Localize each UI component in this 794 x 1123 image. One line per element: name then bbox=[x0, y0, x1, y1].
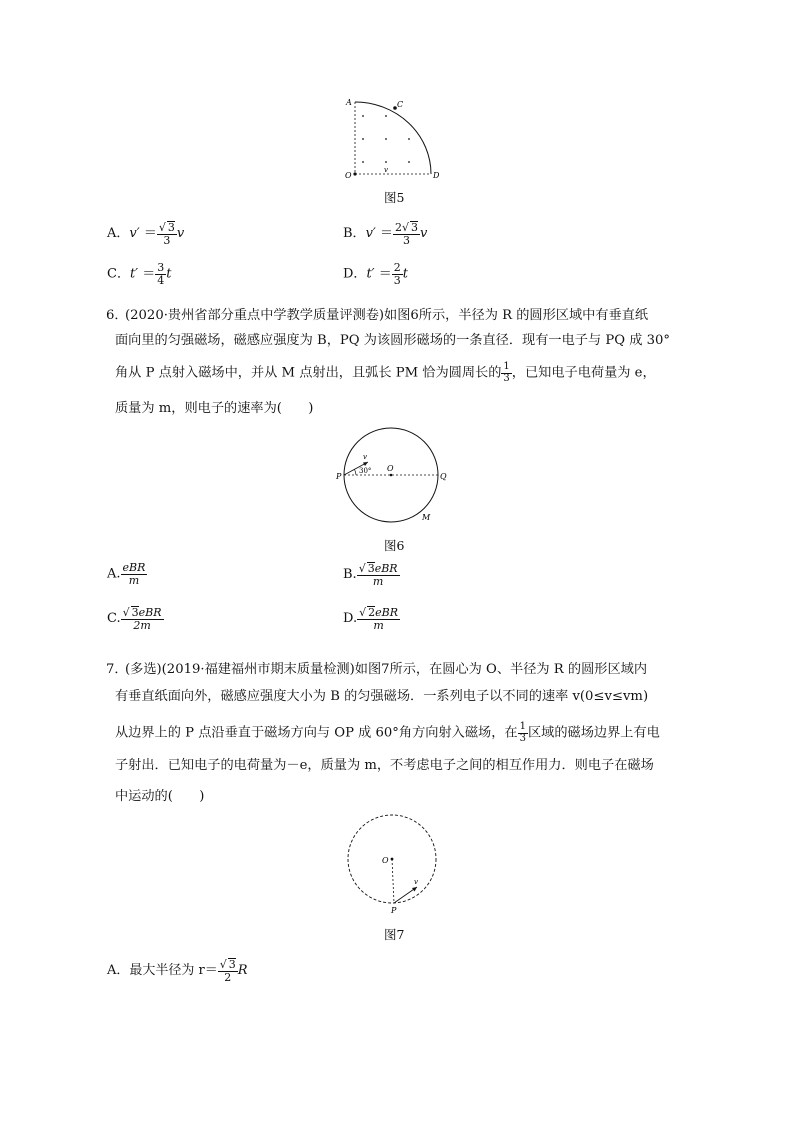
q6-option-a[interactable]: A. $\frac{\text{eBR}}{m}$ bbox=[107, 561, 146, 587]
fig5-field-dots bbox=[362, 115, 410, 163]
q6-option-d[interactable]: D. $\frac{\text{√ 2eBR}}{m}$ bbox=[343, 606, 398, 632]
fig5-label-v: v bbox=[384, 166, 388, 174]
q5-option-a[interactable]: A．v′ ＝ $\frac{√ 3}{3}$ v bbox=[107, 221, 185, 247]
fig5-label-d: D bbox=[433, 171, 440, 180]
q6-line-1: (2020·贵州省部分重点中学教学质量评测卷)如图6所示，半径为 R 的圆形区域中有垂直纸 bbox=[125, 308, 649, 323]
q7-line-1: (多选)(2019·福建福州市期末质量检测)如图7所示，在圆心为 O、半径为 R 的圆形区域内 bbox=[125, 662, 648, 677]
fig7-label-o: O bbox=[382, 856, 389, 865]
q5-option-d[interactable]: D．t′ ＝ $\frac{2}{3}$ t bbox=[343, 261, 409, 287]
q6-line-2: 面向里的匀强磁场，磁感应强度为 B，PQ 为该圆形磁场的一条直径．现有一电子与 PQ 成 30° bbox=[115, 333, 670, 348]
q7-line-4: 子射出．已知电子的电荷量为－e，质量为 m，不考虑电子之间的相互作用力．则电子在磁场 bbox=[115, 758, 654, 773]
q7-line-2: 有垂直纸面向外，磁感应强度大小为 B 的匀强磁场．一系列电子以不同的速率 v(0≤v≤vm) bbox=[115, 689, 649, 704]
q6-line-4: 质量为 m，则电子的速率为( ) bbox=[115, 401, 314, 416]
fig7-label-p: P bbox=[391, 906, 397, 915]
fig6-label-p: P bbox=[336, 472, 342, 481]
q7-number: 7． bbox=[106, 662, 128, 677]
fig5-label-o: O bbox=[345, 171, 352, 180]
fig7-label-v: v bbox=[414, 878, 418, 886]
q5-option-b[interactable]: B．v′ ＝ $\frac{2√ 3}{3}$ v bbox=[343, 221, 428, 247]
q5-option-c[interactable]: C．t′ ＝ $\frac{3}{4}$ t bbox=[107, 261, 172, 287]
fig7-op-dashed bbox=[392, 859, 394, 903]
fig5-point-o bbox=[353, 172, 356, 175]
figure-5 bbox=[340, 92, 450, 184]
fig5-label-a: A bbox=[346, 98, 352, 107]
fig5-arc bbox=[355, 102, 431, 174]
fig7-caption: 图7 bbox=[384, 927, 405, 942]
fig6-label-v: v bbox=[363, 453, 367, 461]
fig6-label-angle: 30° bbox=[359, 467, 372, 475]
q7-line-5: 中运动的( ) bbox=[115, 789, 205, 804]
q6-line-3: 角从 P 点射入磁场中，并从 M 点射出，且弧长 PM 恰为圆周长的 $\frac{1}{3}$ ，已知电子电荷量为 e， bbox=[115, 361, 656, 384]
q6-option-b[interactable]: B. $\frac{\text{√ 3eBR}}{m}$ bbox=[343, 562, 398, 588]
fig6-label-o: O bbox=[387, 464, 394, 473]
fig5-caption: 图5 bbox=[384, 190, 405, 205]
fig6-angle-arc bbox=[355, 470, 357, 476]
q6-number: 6． bbox=[106, 308, 128, 323]
figure-6 bbox=[334, 420, 454, 530]
fig5-label-c: C bbox=[397, 100, 404, 109]
fig7-arrow-head bbox=[412, 887, 417, 892]
figure-7 bbox=[344, 808, 444, 916]
fig6-center-dot bbox=[390, 474, 393, 477]
q7-line-3: 从边界上的 P 点沿垂直于磁场方向与 OP 成 60°角方向射入磁场，在 $\frac{1}{3}$ 区域的磁场边界上有电 bbox=[115, 721, 660, 744]
fig6-label-q: Q bbox=[440, 472, 447, 481]
q7-option-a[interactable]: A．最大半径为 r＝ $\frac{√ 3}{2}$ R bbox=[107, 958, 248, 984]
fig6-caption: 图6 bbox=[384, 538, 405, 553]
fig6-label-m: M bbox=[422, 513, 431, 522]
q6-option-c[interactable]: C. $\frac{\text{√ 3eBR}}{2m}$ bbox=[107, 606, 162, 632]
